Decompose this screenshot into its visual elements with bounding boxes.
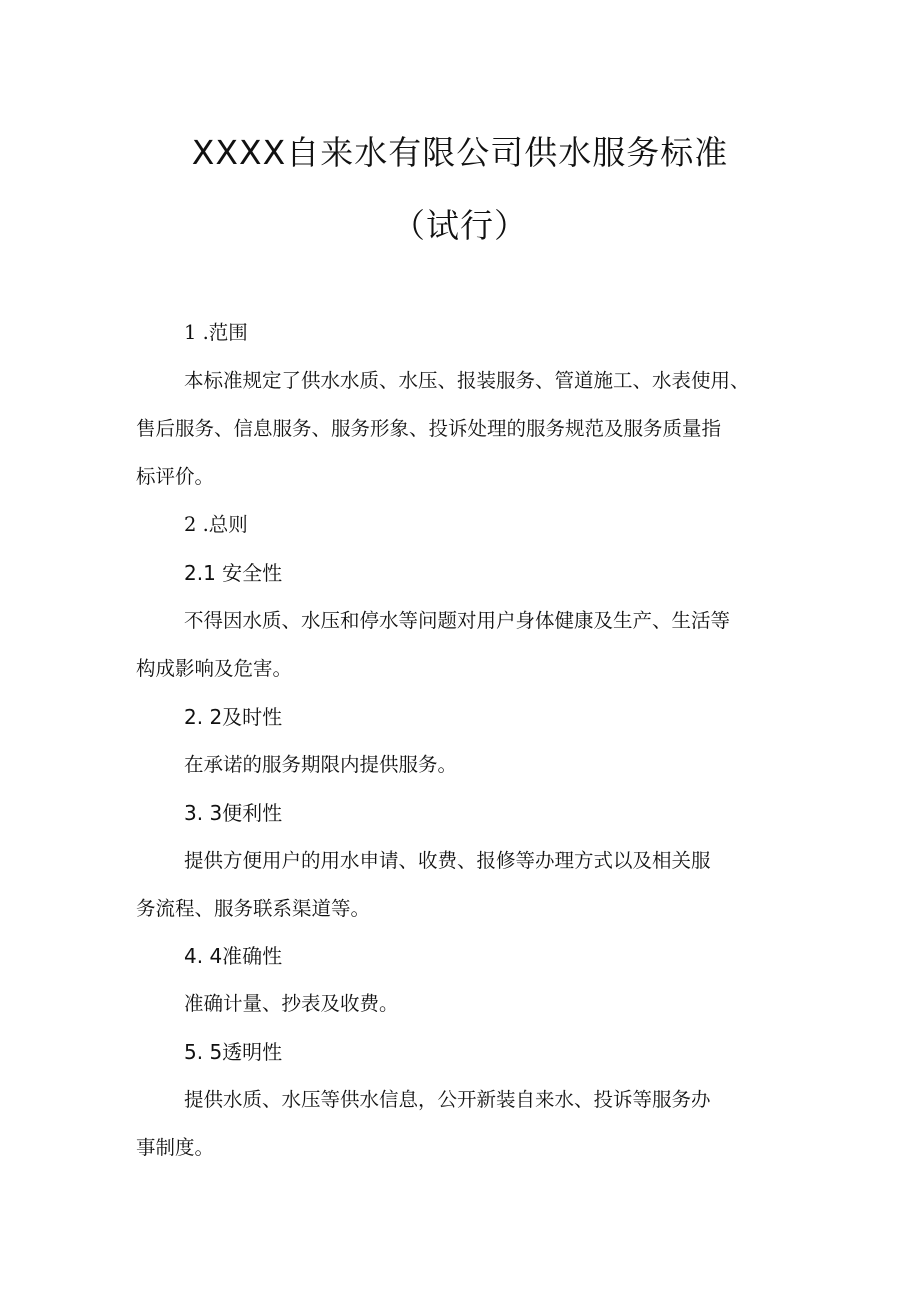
section-heading-scope: 1 .范围 <box>184 321 248 344</box>
subsection-heading-accuracy: 4. 4准确性 <box>184 944 283 968</box>
paragraph-line: 售后服务、信息服务、服务形象、投诉处理的服务规范及服务质量指 <box>136 417 722 440</box>
subsection-heading-transparency: 5. 5透明性 <box>184 1040 283 1064</box>
paragraph-line: 务流程、服务联系渠道等。 <box>136 897 371 920</box>
subsection-heading-safety: 2.1 安全性 <box>184 561 283 585</box>
paragraph-line: 准确计量、抄表及收费。 <box>184 992 399 1015</box>
paragraph-line: 在承诺的服务期限内提供服务。 <box>184 753 458 776</box>
section-heading-general: 2 .总则 <box>184 513 248 536</box>
document-title: XXXX自来水有限公司供水服务标准 <box>191 133 729 172</box>
paragraph-line: 标评价。 <box>136 465 215 488</box>
paragraph-line: 提供方便用户的用水申请、收费、报修等办理方式以及相关服 <box>184 849 711 872</box>
document-subtitle: （试行） <box>392 206 528 245</box>
subsection-heading-convenience: 3. 3便利性 <box>184 801 283 825</box>
paragraph-line: 本标准规定了供水水质、水压、报装服务、管道施工、水表使用、 <box>184 369 750 392</box>
paragraph-line: 构成影响及危害。 <box>136 657 293 680</box>
paragraph-line: 不得因水质、水压和停水等问题对用户身体健康及生产、生活等 <box>184 609 731 632</box>
paragraph-line: 事制度。 <box>136 1136 215 1159</box>
paragraph-line: 提供水质、水压等供水信息，公开新装自来水、投诉等服务办 <box>184 1088 711 1111</box>
subsection-heading-timeliness: 2. 2及时性 <box>184 705 283 729</box>
